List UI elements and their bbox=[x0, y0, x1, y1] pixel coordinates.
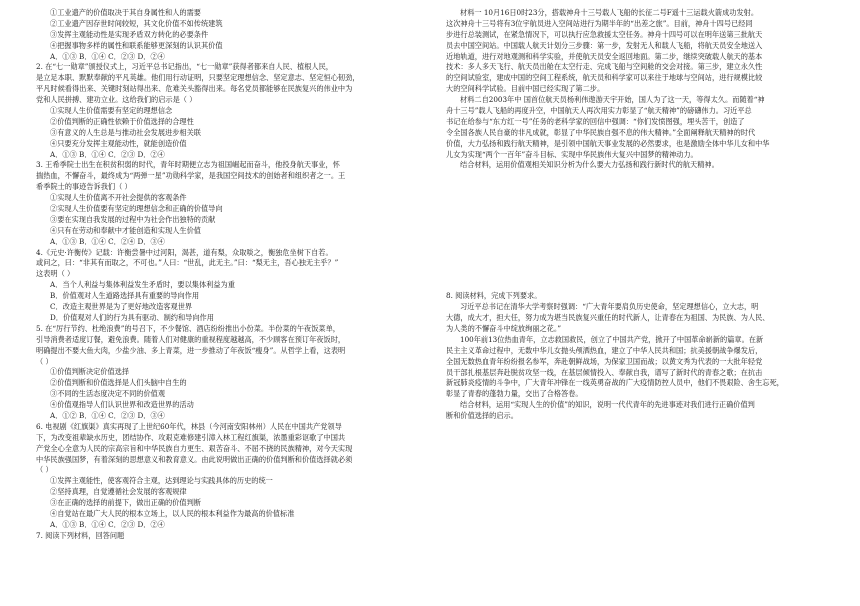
text-line: 7. 阅读下列材料，回答问题 bbox=[36, 530, 125, 540]
text-line: ③要在实现自我发展的过程中为社会作出独特的贡献 bbox=[50, 214, 216, 224]
text-line: 习近平总书记在清华大学考察时强调：“广大青年要肩负历史使命，坚定理想信心，立大志，明 bbox=[460, 302, 759, 312]
text-line: ①价值判断决定价值选择 bbox=[50, 367, 130, 377]
text-line: A．①③ B．①④ C．②④ D．③④ bbox=[50, 236, 165, 246]
text-line: ③不同的生活态度决定不同的价值观 bbox=[50, 389, 166, 399]
text-line: 下，为改变祖辈缺水历史，团结协作、攻艰克难修建引漳入林工程红旗渠，浓墨重彩讴歌了中国共 bbox=[36, 432, 346, 442]
text-line: 这表明（ ） bbox=[36, 269, 75, 279]
text-line: A．①③ B．①④ C．②③ D．②④ bbox=[50, 519, 165, 529]
question-8-material bbox=[446, 291, 834, 422]
text-line: 大德，成大才，担大任，努力成为堪当民族复兴重任的时代新人，让青春在为祖国、为民族、为人民、 bbox=[446, 313, 770, 323]
text-line: ②实现人生价值要有坚定的理想信念和正确的价值导向 bbox=[50, 204, 223, 214]
text-line: ②价值判断和价值选择是人们头脑中自生的 bbox=[50, 378, 187, 388]
text-line: 断和价值选择的启示。 bbox=[446, 411, 518, 421]
text-line: ①实现人生价值离不开社会提供的客观条件 bbox=[50, 193, 187, 203]
text-line: 令全国各族人民自豪的非凡成就，彰显了中华民族自强不息的伟大精神。”全面阐释航天精神的时代 bbox=[446, 127, 756, 137]
text-line: 全国无数热血青年纷纷报名参军，奔赴朝鲜战场，为保家卫国而战；以黄文秀为代表的一大批年轻党 bbox=[446, 356, 763, 366]
text-line: 结合材料，运用价值观相关知识分析为什么要大力弘扬和践行新时代的航天精神。 bbox=[460, 160, 719, 170]
text-line: 材料一 10月16日0时23分，搭载神舟十三号载人飞船的长征二号F遥十三运载火箭成功发射。 bbox=[460, 8, 759, 17]
text-line: B．价值观对人生道路选择具有重要的导向作用 bbox=[50, 291, 200, 301]
text-line: 中华民族强国梦，有着深刻的思想意义和教育意义。由此说明做出正确的价值判断和价值选择就必须 bbox=[36, 454, 353, 464]
text-line: 书记在给参与“东方红一号”任务的老科学家的回信中强调：“你们发愤图强，埋头苦干，创造了 bbox=[446, 116, 745, 126]
text-line: 的空间试验室，建成中国的空间工程系统，航天员和科学家可以来往于地球与空间站，进行规模比较 bbox=[446, 73, 763, 83]
text-line: ③有意义的人生总是与推动社会发展进步相关联 bbox=[50, 127, 201, 137]
text-line: 结合材料，运用“实现人生的价值”的知识，说明一代代青年的先进事迹对我们进行正确价值判 bbox=[460, 400, 755, 410]
text-line: 3. 王希季院士出生在积贫积弱的时代，青年时期便立志为祖国崛起而奋斗，他投身航天事业，怀 bbox=[36, 160, 340, 170]
text-line: 党和人民拼搏、建功立业。这给我们的启示是（ ） bbox=[36, 95, 197, 105]
right-column bbox=[446, 8, 834, 422]
text-line: D．价值观对人们的行为具有驱动、制约和导向作用 bbox=[50, 312, 214, 322]
text-line: 价值，大力弘扬和践行航天精神，是引领中国航天事业发展的必然要求，也是激励全体中华儿女和中华 bbox=[446, 138, 770, 148]
text-line: 5. 在“厉行节约、杜绝浪费”的号召下，不少餐馆、酒店纷纷推出小份菜。半份菜的午夜饭菜单， bbox=[36, 323, 340, 333]
text-line: ①工业遗产的价值取决于其自身属性和人的需要 bbox=[50, 8, 201, 17]
text-line: ④只有在劳动和奉献中才能创造和实现人生价值 bbox=[50, 225, 201, 235]
text-line: C．改造主观世界是为了更好地改造客观世界 bbox=[50, 302, 193, 312]
text-line: 舟十三号”载人飞船的再度升空，中国航天人再次用实力彰显了“航天精神”的磅礴伟力。习近平总 bbox=[446, 106, 752, 116]
text-line: （ ） bbox=[36, 465, 53, 475]
text-line: 产党全心全意为人民的宗高宗旨和中华民族自力更生、艰苦奋斗、不屈不挠的民族精神，对今天实现 bbox=[36, 443, 353, 453]
text-line: 彰显了青春的蓬勃力量，交出了合格答卷。 bbox=[446, 389, 583, 399]
text-line: 技术：多人多天飞行、航天员出舱在太空行走、完成飞船与空间舱的交会对接。第三步，建立永久性 bbox=[446, 62, 763, 72]
text-line: 4.《元史·许衡传》记载：许衡尝暑中过河阳，渴甚，道有梨，众取啖之，衡独危坐树下自若。 bbox=[36, 247, 333, 257]
text-line: A．①③ B．①④ C．②③ D．②④ bbox=[50, 51, 165, 61]
text-line: 8. 阅读材料，完成下列要求。 bbox=[446, 291, 542, 301]
text-line: 大的空间科学试验。目前中国已经实现了第二步。 bbox=[446, 84, 605, 94]
text-line: 员去中国空间站。中国载人航天计划分三步骤：第一步，发射无人和载人飞船，将航天员安全地送入 bbox=[446, 40, 763, 50]
text-line: 步进行总装测试，在紧急情况下，可以执行应急救援太空任务。神舟十四号可以在明年送第三批航天 bbox=[446, 29, 763, 39]
text-line: ②工业遗产因存世时间较短，其文化价值不如传统建筑 bbox=[50, 18, 223, 28]
text-line: 明确提出不要大鱼大肉，少盐少油、多上青菜，进一步推动了年夜饭“瘦身”。从哲学上看，这表明 bbox=[36, 345, 346, 355]
text-line: ④只要充分发挥主观能动性，就能创造价值 bbox=[50, 138, 187, 148]
text-line: 平凡时候看得出来、关键时刻站得出来、危难关头豁得出来。每名党员都能够在民族复兴的伟业中为 bbox=[36, 84, 353, 94]
text-line: A．当个人利益与集体利益发生矛盾时，要以集体利益为重 bbox=[50, 280, 235, 290]
text-line: ④价值观指导人们认识世界和改造世界的活动 bbox=[50, 400, 194, 410]
text-line: A．①③ B．①④ C．②③ D．②④ bbox=[50, 149, 165, 159]
answer-space bbox=[446, 171, 834, 291]
text-line: ②坚持真理，自觉遵循社会发展的客观规律 bbox=[50, 487, 187, 497]
text-line: 100年前13位热血青年，立志救国救民，创立了中国共产党，掀开了中国革命崭新的篇章。在新 bbox=[460, 334, 764, 344]
text-line: ①发挥主观能性，使客观符合主观，达到理论与实践具体的历史的统一 bbox=[50, 476, 273, 486]
text-line: 儿女为实现“两个一百年”奋斗目标、实现中华民族伟大复兴中国梦的精神动力。 bbox=[446, 149, 698, 159]
question-7-material bbox=[446, 8, 834, 171]
text-line: ①实现人生价值需要有坚定的理想信念 bbox=[50, 106, 173, 116]
text-line: 希季院士的事迹告诉我们（ ） bbox=[36, 182, 132, 192]
text-line: 2. 在“七一勋章”颁授仪式上，习近平总书记指出，“七一勋章”获得者都来自人民、植根人民， bbox=[36, 62, 333, 72]
text-line: ④自觉站在最广大人民的根本立场上，以人民的根本利益作为最高的价值标准 bbox=[50, 508, 295, 518]
text-line: 6. 电视剧《红旗渠》真实再现了上世纪60年代，林县（今河南安阳林州）人民在中国共产党领导 bbox=[36, 421, 342, 431]
text-line: 材料二自2003年中 国首位航天员杨利伟遨游天宇开始，国人为了这一天，等得太久。而随着“神 bbox=[460, 95, 765, 105]
text-line: 或问之，曰：“非其有而取之，不可也。”人曰：“世乱，此无主。”曰：“梨无主，吾心独无主乎？” bbox=[36, 258, 339, 268]
text-line: ③发挥主观能动性是实现矛盾双方转化的必要条件 bbox=[50, 29, 209, 39]
text-line: 是立足本职、默默奉献的平凡英雄。他们用行动证明，只要坚定理想信念、坚定意志、坚定恒心韧劲， bbox=[36, 73, 360, 83]
text-line: （ ） bbox=[36, 356, 53, 366]
text-line: 员干部扎根基层奔赴脱贫攻坚一线，在基层倾情投入、奉献自我，谱写了新时代的青春之歌；在抗击 bbox=[446, 367, 763, 377]
text-line: ②价值判断的正确性依赖于价值选择的合理性 bbox=[50, 116, 194, 126]
text-line: 为人类的不懈奋斗中绽放绚丽之花。” bbox=[446, 324, 562, 334]
text-line: 新冠肺炎疫情的斗争中，广大青年冲锋在一线英勇奋战的广大疫情防控人员中，他们不畏艰险、舍生忘死， bbox=[446, 378, 784, 388]
text-line: ④把握事物多样的属性和联系能够更深刻的认识其价值 bbox=[50, 40, 223, 50]
text-line: 揣热血，不懈奋斗，最终成为“两弹一星”功勋科学家，是我国空间技术的创始者和组织者之一。王 bbox=[36, 171, 346, 181]
text-line: 民主主义革命过程中，无数中华儿女抛头颅洒热血，建立了中华人民共和国；抗美援朝战争爆发后， bbox=[446, 345, 763, 355]
text-line: ③在正确的选择的前提下，做出正确的价值判断 bbox=[50, 498, 201, 508]
text-line: 近地轨道，进行对地观测和科学实验，并使航天员安全返回地面。第二步，继续突破载人航天的基本 bbox=[446, 51, 763, 61]
text-line: A．①② B．①④ C．②③ D．③④ bbox=[50, 410, 165, 420]
text-line: 引导消费者适度订餐，避免浪费。随着人们对健康的重视程度越越高，不少顾客在预订年夜饭时， bbox=[36, 334, 346, 344]
left-column bbox=[36, 8, 426, 542]
text-line: 这次神舟十三号将有3位宇航员进入空间站进行为期半年的“出差之旅”。目前，神舟十四号已经同 bbox=[446, 18, 753, 28]
